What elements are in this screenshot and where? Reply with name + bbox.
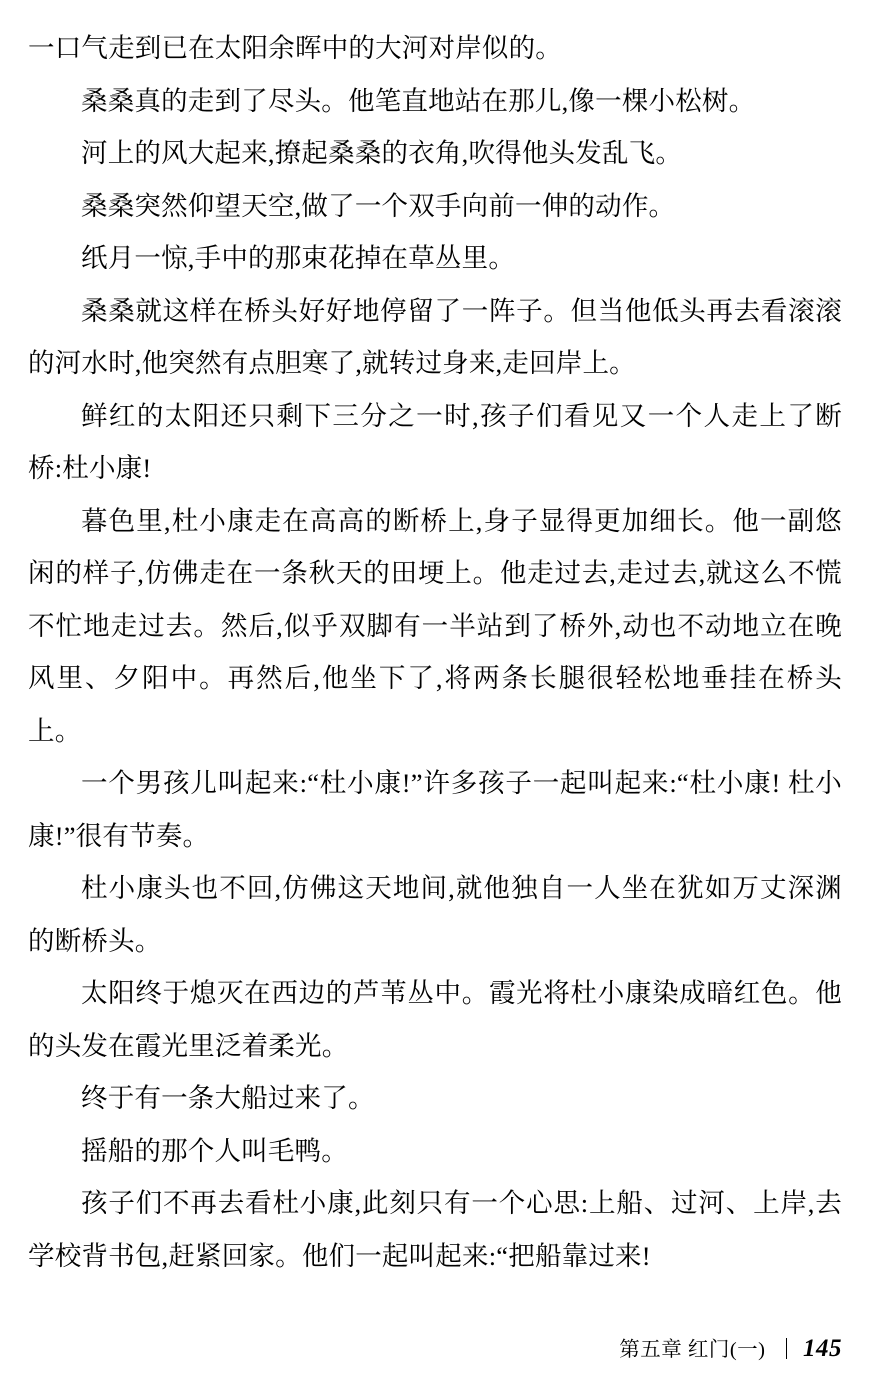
paragraph: 鲜红的太阳还只剩下三分之一时,孩子们看见又一个人走上了断桥:杜小康! [28,400,842,483]
footer-chapter-title: 第五章 红门(一) [619,1339,766,1361]
paragraph: 桑桑就这样在桥头好好地停留了一阵子。但当他低头再去看滚滚的河水时,他突然有点胆寒了,就转过身来,走回岸上。 [28,295,842,378]
paragraph: 桑桑真的走到了尽头。他笔直地站在那儿,像一棵小松树。 [81,85,756,116]
paragraph: 一口气走到已在太阳余晖中的大河对岸似的。 [28,33,562,63]
paragraph: 孩子们不再去看杜小康,此刻只有一个心思:上船、过河、上岸,去学校背书包,赶紧回家。他们一起叫起来:“把船靠过来! [28,1188,842,1271]
paragraph: 桑桑突然仰望天空,做了一个双手向前一伸的动作。 [81,190,676,221]
paragraph: 太阳终于熄灭在西边的芦苇丛中。霞光将杜小康染成暗红色。他的头发在霞光里泛着柔光。 [28,978,842,1061]
page-number: 145 [803,1335,842,1362]
paragraph: 杜小康头也不回,仿佛这天地间,就他独自一人坐在犹如万丈深渊的断桥头。 [28,873,842,956]
paragraph: 摇船的那个人叫毛鸭。 [81,1135,348,1166]
paragraph: 纸月一惊,手中的那束花掉在草丛里。 [81,243,516,273]
paragraph: 暮色里,杜小康走在高高的断桥上,身子显得更加细长。他一副悠闲的样子,仿佛走在一条秋天的田埂上。他走过去,走过去,就这么不慌不忙地走过去。然后,似乎双脚有一半站到了桥外,动也不动地立在晚风里、夕阳中。再然后,他坐下了,将两条长腿很轻松地垂挂在桥头上。 [28,505,842,746]
footer-divider [786,1338,788,1359]
page-body [28,22,842,1282]
paragraph: 一个男孩儿叫起来:“杜小康!”许多孩子一起叫起来:“杜小康! 杜小康!”很有节奏。 [28,768,842,851]
paragraph: 终于有一条大船过来了。 [81,1083,375,1113]
paragraph: 河上的风大起来,撩起桑桑的衣角,吹得他头发乱飞。 [81,138,683,168]
page-footer [619,1332,842,1363]
